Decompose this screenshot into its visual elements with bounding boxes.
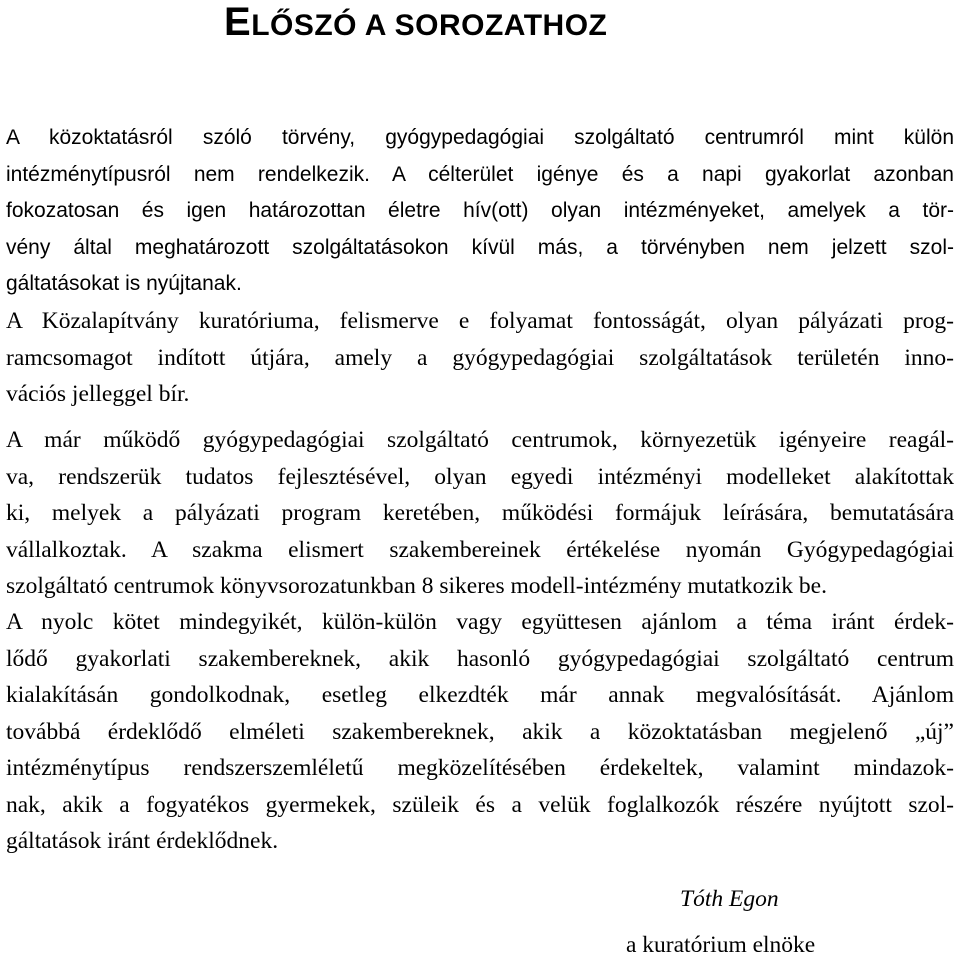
signature-role: a kuratórium elnöke: [626, 932, 816, 958]
paragraph-line: gáltatások iránt érdeklődnek.: [6, 828, 279, 854]
paragraph-line: A már működő gyógypedagógiai szolgáltató centrumok, környezetük igényeire reagál-: [6, 427, 954, 453]
paragraph-line: gáltatásokat is nyújtanak.: [6, 272, 242, 295]
paragraph-line: intézménytípus rendszerszemléletű megközelítésében érdekeltek, valamint mindazok-: [6, 755, 954, 781]
paragraph-line: va, rendszerük tudatos fejlesztésével, olyan egyedi intézményi modelleket alakítottak: [6, 463, 954, 490]
title-rest: LŐSZÓ A SOROZATHOZ: [251, 9, 608, 42]
paragraph-line: A közoktatásról szóló törvény, gyógypedagógiai szolgáltató centrumról mint külön: [6, 126, 954, 149]
paragraph-3: [6, 422, 954, 605]
paragraph-4: [6, 604, 954, 860]
paragraph-line: vációs jelleggel bír.: [6, 381, 190, 407]
paragraph-line: intézménytípusról nem rendelkezik. A célterület igénye és a napi gyakorlat azonban: [6, 162, 954, 186]
paragraph-line: lődő gyakorlati szakembereknek, akik hasonló gyógypedagógiai szolgáltató centrum: [6, 645, 954, 672]
paragraph-line: továbbá érdeklődő elméleti szakembereknek, akik a közoktatásban megjelenő „új”: [6, 718, 954, 745]
paragraph-line: szolgáltató centrumok könyvsorozatunkban 8 sikeres modell-intézmény mutatkozik be.: [6, 573, 827, 599]
paragraph-line: ramcsomagot indított útjára, amely a gyógypedagógiai szolgáltatások területén inno-: [6, 344, 954, 371]
paragraph-1: [6, 120, 954, 303]
paragraph-line: A nyolc kötet mindegyikét, külön-külön vagy együttesen ajánlom a téma iránt érdek-: [6, 609, 954, 635]
paragraph-line: nak, akik a fogyatékos gyermekek, szüleik és a velük foglalkozók részére nyújtott szol-: [6, 791, 954, 818]
paragraph-line: ki, melyek a pályázati program keretében, működési formájuk leírására, bemutatására: [6, 500, 954, 526]
paragraph-line: vény által meghatározott szolgáltatásokon kívül más, a törvényben nem jelzett szol-: [6, 235, 954, 259]
page-title: [224, 0, 607, 48]
signature-name: Tóth Egon: [680, 886, 779, 912]
title-initial: E: [224, 0, 252, 44]
paragraph-line: kialakításán gondolkodnak, esetleg elkezdték már annak megvalósítását. Ajánlom: [6, 682, 954, 708]
paragraph-line: vállalkoztak. A szakma elismert szakembereinek értékelése nyomán Gyógypedagógiai: [6, 536, 954, 563]
paragraph-line: fokozatosan és igen határozottan életre hív(ott) olyan intézményeket, amelyek a tör-: [6, 199, 954, 222]
paragraph-line: A Közalapítvány kuratóriuma, felismerve e folyamat fontosságát, olyan pályázati prog-: [6, 308, 954, 334]
paragraph-2: [6, 303, 954, 413]
